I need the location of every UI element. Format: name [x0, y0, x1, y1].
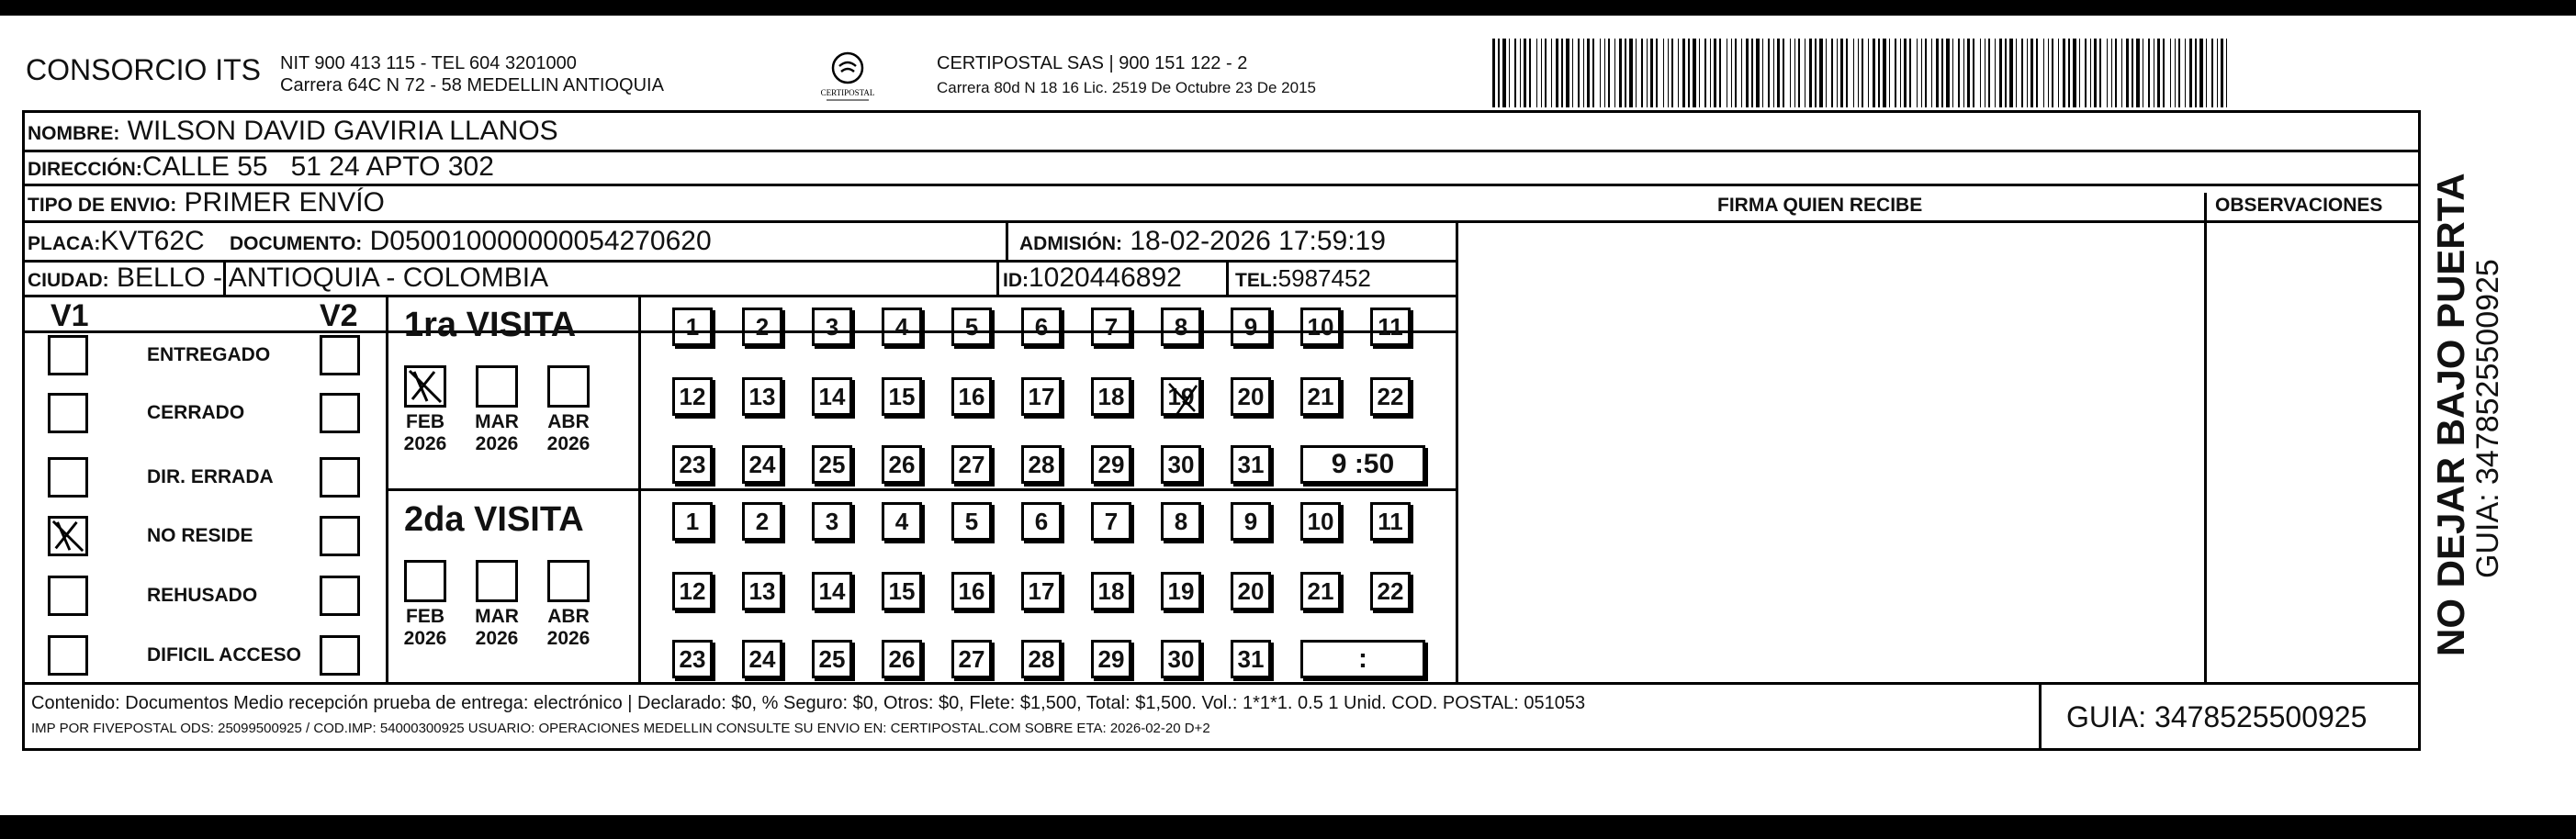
signature-header: FIRMA QUIEN RECIBE	[1717, 195, 1923, 216]
footer-guia: GUIA: 3478525500925	[2066, 700, 2368, 733]
plate-label: PLACA:	[28, 233, 101, 254]
visit1-day[interactable]: 13	[742, 377, 782, 416]
month-name: MAR	[475, 411, 519, 432]
visit2-day[interactable]: 20	[1231, 572, 1271, 610]
v1-label: V1	[51, 298, 89, 333]
visit2-day[interactable]: 2	[742, 502, 782, 541]
visit1-day[interactable]: 8	[1161, 308, 1201, 346]
visit2-day[interactable]: 13	[742, 572, 782, 610]
visit1-day[interactable]: 12	[672, 377, 713, 416]
plate: KVT62C	[100, 226, 205, 256]
visit1-day[interactable]: 3	[812, 308, 852, 346]
visit1-day[interactable]: 24	[742, 445, 782, 484]
side-guia: GUIA: 3478525500925	[2470, 259, 2505, 578]
visit1-day[interactable]: 21	[1300, 377, 1341, 416]
visit1-day[interactable]: 17	[1021, 377, 1062, 416]
visit2-month-label	[393, 606, 457, 650]
visit1-day[interactable]: 2	[742, 308, 782, 346]
visit2-day[interactable]: 5	[951, 502, 992, 541]
document-label: DOCUMENTO:	[230, 233, 363, 254]
visit2-day[interactable]: 11	[1370, 502, 1411, 541]
visit2-day[interactable]: 7	[1091, 502, 1131, 541]
visit1-month-label	[536, 411, 601, 455]
visit2-day[interactable]: 8	[1161, 502, 1201, 541]
company-address: Carrera 64C N 72 - 58 MEDELLIN ANTIOQUIA	[280, 75, 664, 95]
visit1-day[interactable]: 5	[951, 308, 992, 346]
visit2-day[interactable]: 9	[1231, 502, 1271, 541]
visit1-month-checkbox-abr[interactable]	[547, 365, 590, 408]
visit1-day[interactable]: 30	[1161, 445, 1201, 484]
visit2-day[interactable]: 22	[1370, 572, 1411, 610]
name-row	[28, 116, 558, 150]
visit1-day[interactable]: 27	[951, 445, 992, 484]
status-label: CERRADO	[147, 402, 245, 423]
month-name: ABR	[547, 606, 590, 627]
visit1-day[interactable]: 11	[1370, 308, 1411, 346]
visit1-day[interactable]: 10	[1300, 308, 1341, 346]
status-label: ENTREGADO	[147, 344, 271, 365]
v1-checkbox-no-reside[interactable]	[48, 516, 88, 556]
v1-checkbox-dificil-acceso[interactable]	[48, 635, 88, 676]
visit1-day[interactable]: 26	[882, 445, 922, 484]
tel-number: 5987452	[1277, 264, 1371, 292]
id-row	[1003, 263, 1182, 296]
v2-checkbox-entregado[interactable]	[320, 335, 360, 375]
visit1-day[interactable]: 1	[672, 308, 713, 346]
visit2-day[interactable]: 21	[1300, 572, 1341, 610]
v2-checkbox-dir-errada[interactable]	[320, 457, 360, 498]
v2-checkbox-cerrado[interactable]	[320, 393, 360, 433]
admission-date: 18-02-2026 17:59:19	[1130, 226, 1386, 256]
visit2-day[interactable]: 30	[1161, 640, 1201, 678]
visit1-month-label	[465, 411, 529, 455]
visit1-month-label	[393, 411, 457, 455]
visit1-day[interactable]: 23	[672, 445, 713, 484]
document-row	[230, 226, 712, 260]
visit2-day[interactable]: 6	[1021, 502, 1062, 541]
status-label: NO RESIDE	[147, 525, 253, 546]
company-name: CONSORCIO ITS	[26, 53, 262, 86]
visit2-month-checkbox-abr[interactable]	[547, 560, 590, 602]
carrier-name: CERTIPOSTAL SAS | 900 151 122 - 2	[937, 53, 1248, 73]
name-label: NOMBRE:	[28, 123, 120, 144]
city: BELLO - ANTIOQUIA - COLOMBIA	[117, 263, 549, 293]
v1-checkbox-entregado[interactable]	[48, 335, 88, 375]
v1-checkbox-rehusado[interactable]	[48, 576, 88, 616]
visit2-day[interactable]: 29	[1091, 640, 1131, 678]
admission-label: ADMISIÓN:	[1019, 233, 1122, 254]
visit1-time-field[interactable]: 9 :50	[1300, 445, 1425, 484]
month-name: FEB	[406, 411, 444, 432]
visit2-day[interactable]: 25	[812, 640, 852, 678]
v1-checkbox-cerrado[interactable]	[48, 393, 88, 433]
plate-row	[28, 226, 205, 260]
visit1-day[interactable]: 28	[1021, 445, 1062, 484]
visit2-day[interactable]: 27	[951, 640, 992, 678]
month-name: MAR	[475, 606, 519, 627]
visit1-month-checkbox-mar[interactable]	[476, 365, 518, 408]
month-year: 2026	[475, 433, 519, 454]
visit1-day[interactable]: 14	[812, 377, 852, 416]
id-label: ID:	[1003, 270, 1029, 291]
visit2-day[interactable]: 31	[1231, 640, 1271, 678]
v1-checkbox-dir-errada[interactable]	[48, 457, 88, 498]
certipostal-logo	[816, 48, 880, 105]
visit1-day[interactable]: 29	[1091, 445, 1131, 484]
barcode	[1492, 39, 2227, 107]
month-name: FEB	[406, 606, 444, 627]
id-number: 1020446892	[1029, 263, 1182, 293]
visit2-day[interactable]: 4	[882, 502, 922, 541]
visit2-month-label	[465, 606, 529, 650]
visit2-title: 2da VISITA	[404, 500, 584, 539]
visit1-day[interactable]: 4	[882, 308, 922, 346]
visit2-day[interactable]: 19	[1161, 572, 1201, 610]
print-details: IMP POR FIVEPOSTAL ODS: 25099500925 / COD.IMP: 54000300925 USUARIO: OPERACIONES MEDELLIN CONSULTE SU ENVIO EN: CERTIPOSTAL.COM SOBRE ETA: 2026-02-20 D+2	[31, 721, 1210, 736]
visit2-day[interactable]: 17	[1021, 572, 1062, 610]
visit2-day[interactable]: 23	[672, 640, 713, 678]
visit2-month-checkbox-mar[interactable]	[476, 560, 518, 602]
month-year: 2026	[403, 628, 447, 649]
carrier-license: Carrera 80d N 18 16 Lic. 2519 De Octubre 23 De 2015	[937, 79, 1316, 96]
visit2-day[interactable]: 14	[812, 572, 852, 610]
visit1-day[interactable]: 16	[951, 377, 992, 416]
visit2-day[interactable]: 1	[672, 502, 713, 541]
visit2-day[interactable]: 3	[812, 502, 852, 541]
visit2-day[interactable]: 15	[882, 572, 922, 610]
v2-checkbox-rehusado[interactable]	[320, 576, 360, 616]
visit2-day[interactable]: 18	[1091, 572, 1131, 610]
send-type-row	[28, 187, 385, 221]
visit2-day[interactable]: 24	[742, 640, 782, 678]
visit1-day[interactable]: 25	[812, 445, 852, 484]
visit2-month-label	[536, 606, 601, 650]
send-type-label: TIPO DE ENVIO:	[28, 195, 177, 216]
city-row	[28, 263, 548, 296]
address-label: DIRECCIÓN:	[28, 159, 142, 180]
visit1-day[interactable]: 7	[1091, 308, 1131, 346]
month-year: 2026	[546, 628, 591, 649]
status-label: DIR. ERRADA	[147, 466, 274, 487]
visit2-day[interactable]: 28	[1021, 640, 1062, 678]
status-label: DIFICIL ACCESO	[147, 644, 302, 666]
company-nit: NIT 900 413 115 - TEL 604 3201000	[280, 53, 577, 73]
svg-text:CERTIPOSTAL: CERTIPOSTAL	[820, 88, 875, 97]
visit1-day[interactable]: 19	[1161, 377, 1201, 416]
visit2-month-checkbox-feb[interactable]	[404, 560, 446, 602]
address-row	[28, 151, 494, 185]
recipient-name: WILSON DAVID GAVIRIA LLANOS	[127, 116, 558, 146]
visit2-day[interactable]: 12	[672, 572, 713, 610]
city-label: CIUDAD:	[28, 270, 109, 291]
send-type: PRIMER ENVÍO	[184, 187, 385, 218]
v2-checkbox-dificil-acceso[interactable]	[320, 635, 360, 676]
visit1-title: 1ra VISITA	[404, 306, 577, 344]
top-scan-border	[0, 0, 2576, 16]
visit1-day[interactable]: 15	[882, 377, 922, 416]
admission-row	[1019, 226, 1386, 260]
visit1-month-checkbox-feb[interactable]	[404, 365, 446, 408]
status-label: REHUSADO	[147, 585, 258, 606]
tel-label: TEL:	[1235, 270, 1278, 291]
visit2-day[interactable]: 10	[1300, 502, 1341, 541]
side-warning: NO DEJAR BAJO PUERTA	[2429, 173, 2472, 656]
visit2-day[interactable]: 16	[951, 572, 992, 610]
visit2-day[interactable]: 26	[882, 640, 922, 678]
visit1-day[interactable]: 22	[1370, 377, 1411, 416]
v2-label: V2	[320, 298, 358, 333]
month-name: ABR	[547, 411, 590, 432]
bottom-scan-border	[0, 815, 2576, 839]
document-number: D050010000000054270620	[369, 226, 712, 256]
month-year: 2026	[546, 433, 591, 454]
v2-checkbox-no-reside[interactable]	[320, 516, 360, 556]
tel-row	[1235, 263, 1371, 296]
visit1-day[interactable]: 9	[1231, 308, 1271, 346]
observations-header: OBSERVACIONES	[2215, 195, 2383, 216]
recipient-address: CALLE 55 51 24 APTO 302	[141, 151, 494, 182]
visit1-day[interactable]: 20	[1231, 377, 1271, 416]
visit1-day[interactable]: 18	[1091, 377, 1131, 416]
month-year: 2026	[475, 628, 519, 649]
month-year: 2026	[403, 433, 447, 454]
visit2-time-field[interactable]: :	[1300, 640, 1425, 678]
visit1-day[interactable]: 6	[1021, 308, 1062, 346]
content-details: Contenido: Documentos Medio recepción prueba de entrega: electrónico | Declarado: $0, % Seguro: $0, Otros: $0, Flete: $1,500, Total: $1,500. Vol.: 1*1*1. 0.5 1 Unid. COD. POSTAL: 051053	[31, 693, 1586, 713]
visit1-day[interactable]: 31	[1231, 445, 1271, 484]
